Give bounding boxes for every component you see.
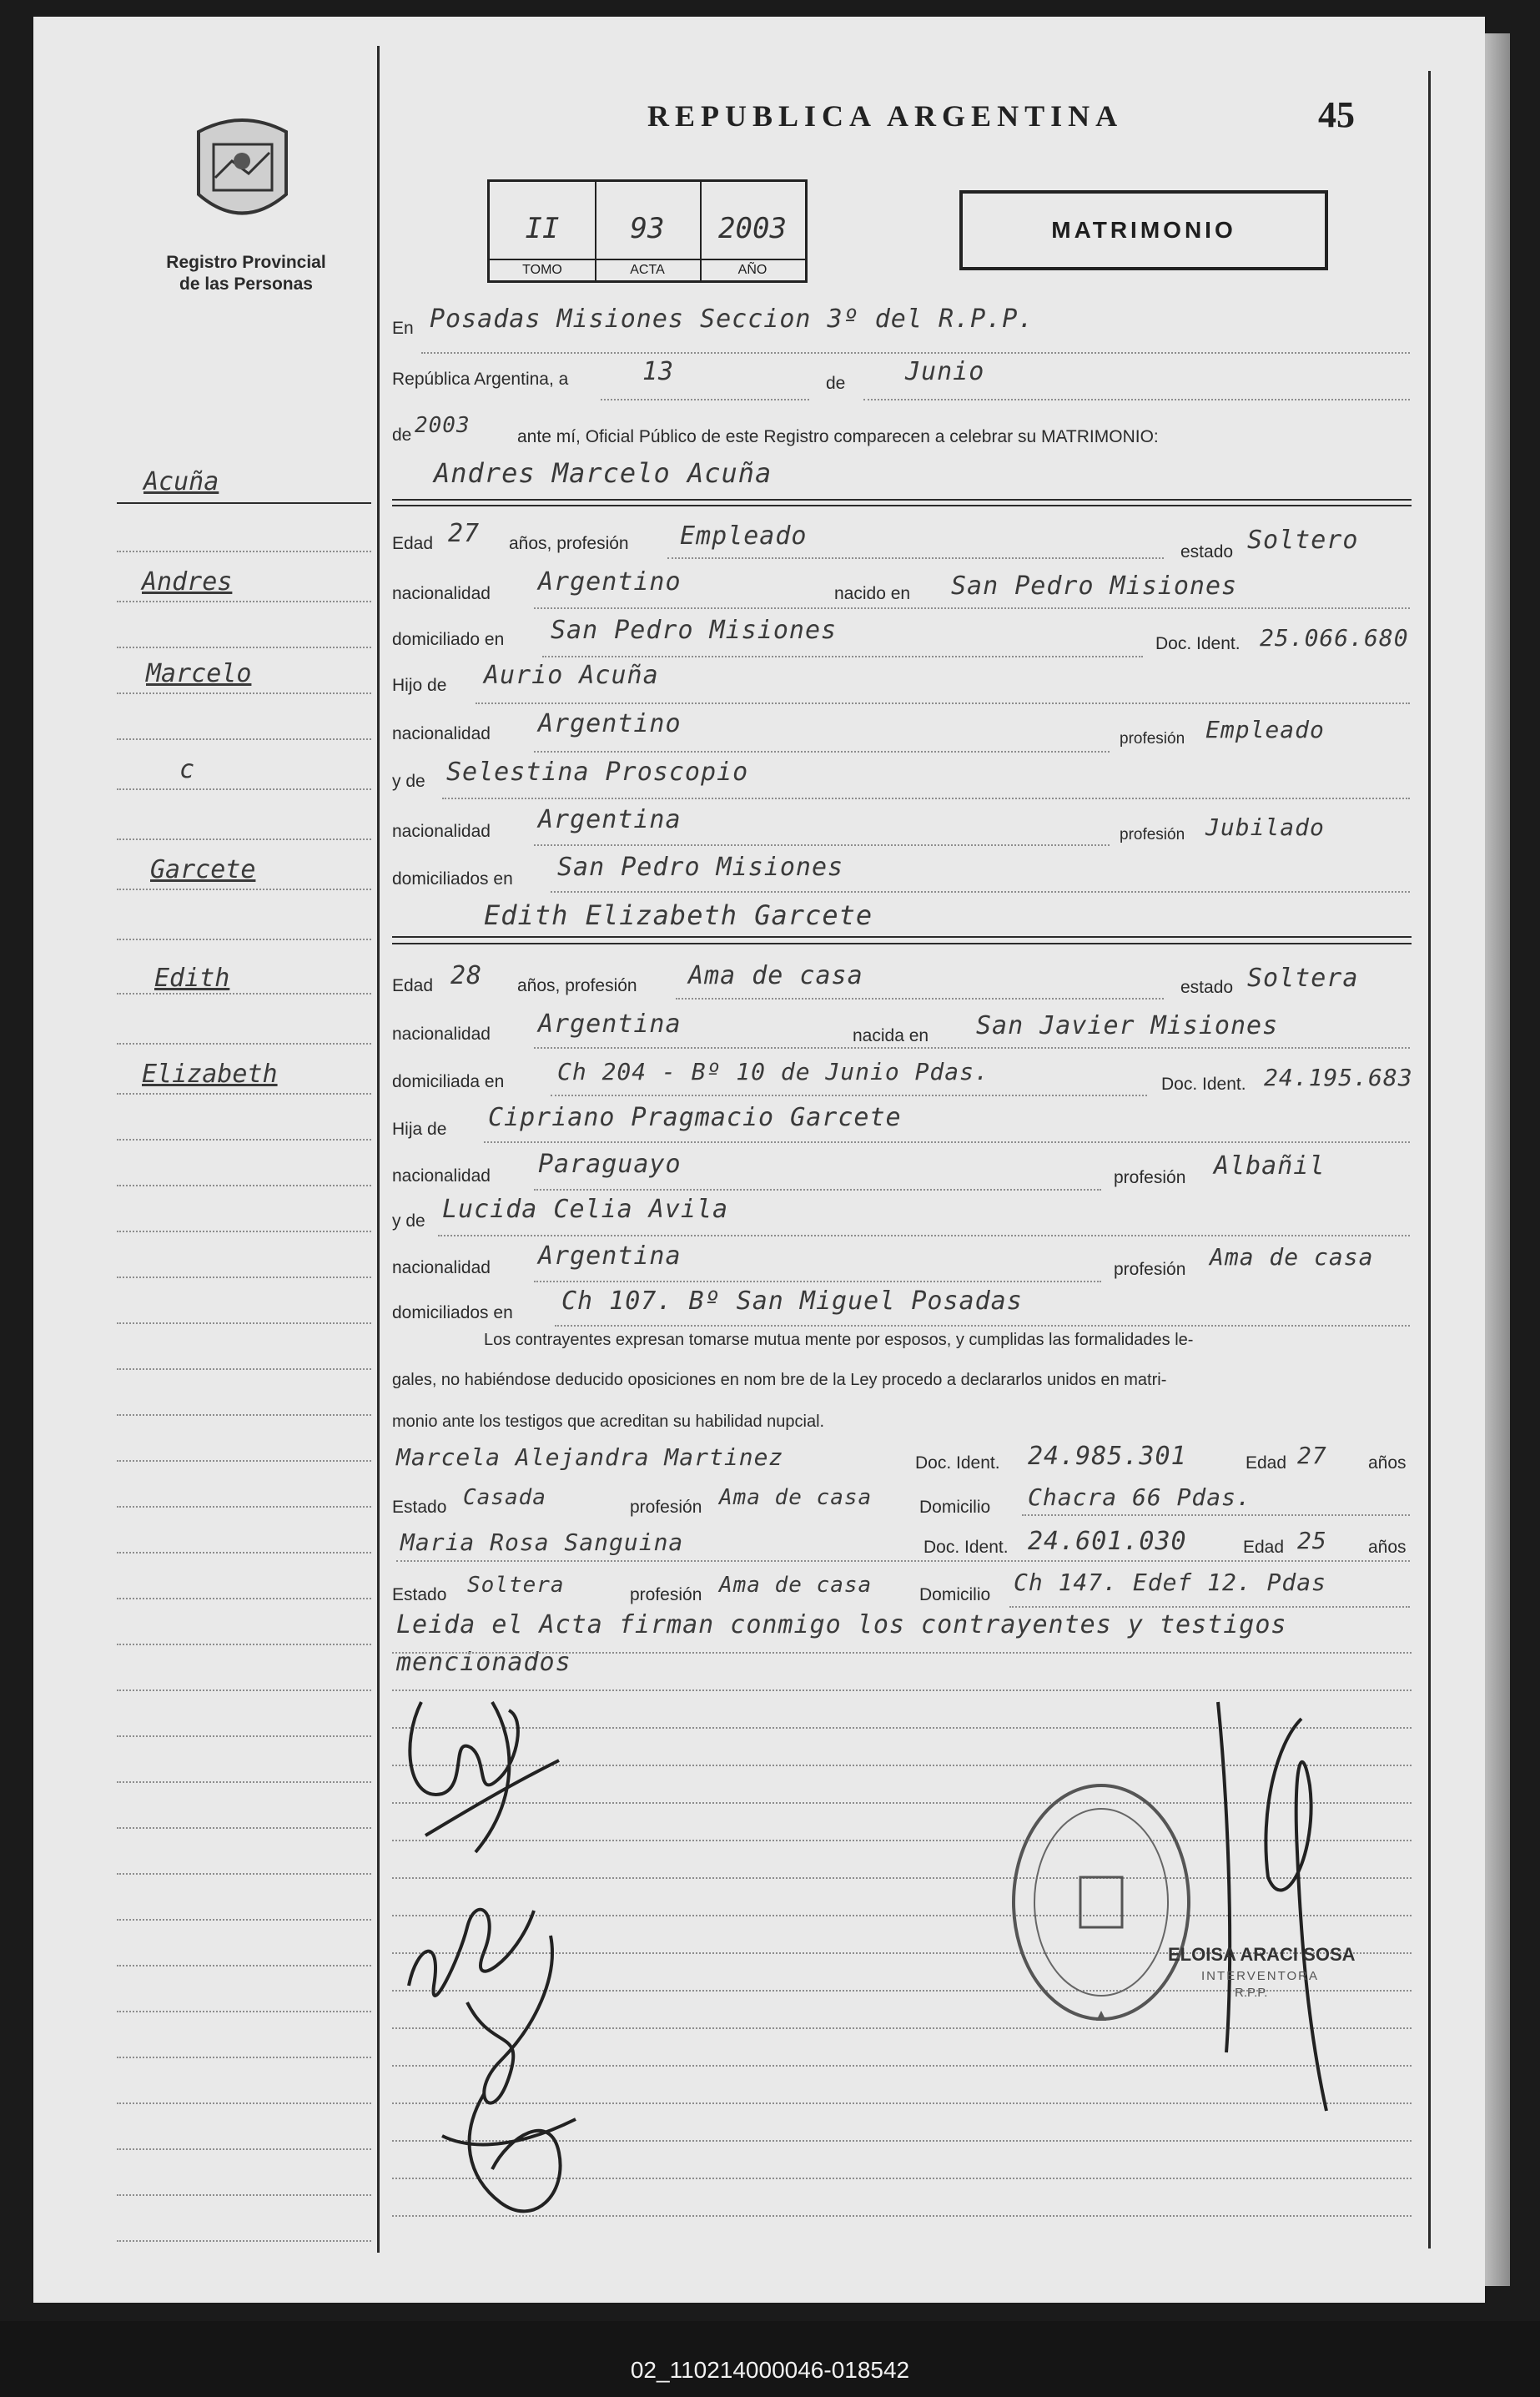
year-prefix: de [392, 426, 412, 445]
bride-estado-label: estado [1180, 978, 1234, 997]
margin-rule [117, 1368, 371, 1370]
witness1-profesion-label: profesión [630, 1498, 702, 1517]
groom-birthplace: San Pedro Misiones [951, 572, 1238, 601]
witness1-residence: Chacra 66 Pdas. [1028, 1483, 1251, 1511]
bride-mother-prof-label: profesión [1114, 1260, 1186, 1279]
margin-rule [117, 1873, 371, 1875]
bride-name: Edith Elizabeth Garcete [484, 899, 873, 931]
groom-father-label: Hijo de [392, 676, 447, 695]
bride-row-rule [676, 998, 1164, 1000]
groom-father-prof-label: profesión [1120, 730, 1185, 748]
groom-residence: San Pedro Misiones [551, 616, 838, 645]
witness2-doc-label: Doc. Ident. [923, 1538, 1009, 1557]
groom-row-rule [442, 798, 1410, 799]
margin-rule [117, 1827, 371, 1829]
year-value: 2003 [415, 413, 471, 438]
margin-rule [117, 838, 371, 840]
bride-nationality: Argentina [538, 1010, 682, 1039]
bride-father: Cipriano Pragmacio Garcete [488, 1103, 902, 1132]
closing-line2: mencionados [396, 1648, 571, 1677]
witness1-estado-label: Estado [392, 1498, 447, 1517]
bride-father-nat-label: nacionalidad [392, 1166, 491, 1186]
groom-father: Aurio Acuña [484, 661, 659, 690]
witness1-name: Marcela Alejandra Martinez [396, 1443, 784, 1471]
margin-rule [117, 502, 371, 504]
groom-nacionalidad-label: nacionalidad [392, 584, 491, 603]
bride-parents-dom: Ch 107. Bº San Miguel Posadas [561, 1287, 1023, 1316]
witness1-domicilio-label: Domicilio [919, 1498, 991, 1517]
groom-father-nat-label: nacionalidad [392, 724, 491, 743]
groom-mother-nat: Argentina [538, 805, 682, 834]
witness2-row-rule [1009, 1606, 1410, 1608]
witness1-anos-label: años [1368, 1453, 1407, 1473]
bride-row-rule [484, 1141, 1410, 1143]
bride-row-rule [534, 1047, 1410, 1049]
acta-table [487, 179, 808, 283]
groom-mother: Selestina Proscopio [446, 758, 749, 787]
intro-text: ante mí, Oficial Público de este Registro comparecen a celebrar su MATRIMONIO: [517, 427, 1159, 446]
margin-rule [117, 1185, 371, 1186]
bride-parents-dom-label: domiciliados en [392, 1303, 513, 1322]
right-border [1428, 71, 1431, 2248]
de-label: de [826, 374, 846, 393]
witness2-domicilio-label: Domicilio [919, 1585, 991, 1604]
groom-mother-prof: Jubilado [1205, 813, 1325, 841]
margin-rule [117, 692, 371, 694]
margin-middlename-groom: Marcelo [146, 659, 252, 688]
groom-edad-label: Edad [392, 534, 434, 553]
groom-mother-label: y de [392, 772, 425, 791]
bride-age: 28 [450, 961, 483, 990]
bride-row-rule [551, 1095, 1147, 1096]
groom-signature-icon [392, 1669, 592, 1886]
witness1-edad-label: Edad [1246, 1453, 1287, 1473]
margin-middlename-bride: Elizabeth [142, 1060, 278, 1089]
tomo-label: TOMO [490, 259, 595, 280]
bride-name-rule [392, 936, 1412, 938]
witness1-row-rule [1022, 1514, 1410, 1516]
bride-edad-label: Edad [392, 976, 434, 995]
bride-father-label: Hija de [392, 1120, 447, 1139]
groom-name-rule [392, 499, 1412, 501]
bride-status: Soltera [1247, 964, 1359, 993]
declaration-line2: gales, no habiéndose deducido oposiciones en nom bre de la Ley procedo a declararlos unidos en matri- [392, 1371, 1167, 1389]
place-rule [421, 352, 1410, 354]
margin-rule [117, 738, 371, 740]
registry-name-line1: Registro Provincial [166, 253, 326, 272]
bride-doc-label: Doc. Ident. [1161, 1075, 1246, 1094]
margin-rule [117, 1598, 371, 1599]
groom-doc: 25.066.680 [1260, 624, 1409, 652]
groom-mother-nat-label: nacionalidad [392, 822, 491, 841]
groom-row-rule [551, 891, 1410, 893]
month-value: Junio [905, 357, 985, 386]
ruled-line [392, 1652, 1412, 1654]
groom-father-prof: Empleado [1205, 716, 1325, 743]
groom-nacido-label: nacido en [834, 584, 911, 603]
closing-line1: Leida el Acta firman conmigo los contrayentes y testigos [396, 1610, 1287, 1639]
margin-firstname-bride: Edith [154, 964, 230, 993]
bride-nacionalidad-label: nacionalidad [392, 1025, 491, 1044]
margin-rule [117, 647, 371, 648]
margin-rule [117, 2057, 371, 2058]
groom-profesion-label: años, profesión [509, 534, 629, 553]
official-stamp-icon [1001, 1769, 1201, 2052]
margin-rule [117, 1506, 371, 1508]
margin-rule [117, 1644, 371, 1645]
witness1-doc-label: Doc. Ident. [915, 1453, 1000, 1473]
bride-profesion-label: años, profesión [517, 976, 637, 995]
witness1-age: 27 [1297, 1442, 1327, 1469]
declaration-line1: Los contrayentes expresan tomarse mutua mente por esposos, y cumplidas las formalidades le- [484, 1331, 1194, 1349]
margin-surname-bride: Garcete [150, 855, 256, 884]
bride-name-rule [392, 943, 1412, 944]
margin-rule [117, 1919, 371, 1921]
groom-row-rule [534, 751, 1110, 753]
groom-status: Soltero [1247, 526, 1359, 555]
witness1-doc: 24.985.301 [1028, 1442, 1187, 1471]
witness2-profession: Ama de casa [719, 1573, 873, 1598]
groom-name-rule [392, 505, 1412, 506]
bride-profession: Ama de casa [688, 961, 863, 990]
place-value: Posadas Misiones Seccion 3º del R.P.P. [430, 305, 1034, 334]
record-type-box: MATRIMONIO [959, 190, 1328, 270]
witness2-name: Maria Rosa Sanguina [400, 1528, 684, 1556]
day-rule [601, 399, 809, 400]
groom-doc-label: Doc. Ident. [1155, 634, 1241, 653]
bride-father-prof: Albañil [1214, 1151, 1326, 1181]
margin-rule [117, 551, 371, 552]
margin-rule [117, 1689, 371, 1691]
groom-father-nat: Argentino [538, 709, 682, 738]
witness2-profesion-label: profesión [630, 1585, 702, 1604]
margin-conjunction: c [179, 755, 195, 784]
witness2-age: 25 [1297, 1527, 1327, 1554]
bride-row-rule [438, 1235, 1410, 1236]
margin-rule [117, 1460, 371, 1462]
groom-age: 27 [448, 519, 481, 548]
groom-row-rule [542, 656, 1143, 657]
official-signature-icon [1193, 1685, 1343, 2128]
bride-mother-prof: Ama de casa [1210, 1243, 1374, 1271]
margin-rule [117, 2102, 371, 2104]
margin-rule [117, 1735, 371, 1737]
witness2-anos-label: años [1368, 1538, 1407, 1557]
country-heading: REPUBLICA ARGENTINA [647, 99, 1124, 133]
en-label: En [392, 319, 414, 338]
acta-cell [595, 182, 702, 280]
margin-rule [117, 2194, 371, 2196]
margin-rule [117, 939, 371, 940]
bride-row-rule [555, 1325, 1410, 1327]
margin-rule [117, 1139, 371, 1141]
margin-rule [117, 1414, 371, 1416]
groom-estado-label: estado [1180, 542, 1234, 561]
groom-row-rule [534, 607, 1410, 609]
bride-father-prof-label: profesión [1114, 1168, 1186, 1187]
acta-label: ACTA [595, 259, 700, 280]
bride-residence: Ch 204 - Bº 10 de Junio Pdas. [557, 1058, 989, 1085]
declaration-line3: monio ante los testigos que acreditan su habilidad nupcial. [392, 1413, 825, 1431]
acta-value: 93 [630, 212, 665, 245]
bride-domicilio-label: domiciliada en [392, 1072, 505, 1091]
month-rule [863, 399, 1410, 400]
bride-doc: 24.195.683 [1264, 1064, 1413, 1091]
margin-rule [117, 993, 371, 995]
groom-row-rule [667, 557, 1164, 559]
tomo-cell [490, 182, 596, 280]
groom-name: Andres Marcelo Acuña [434, 457, 773, 489]
groom-row-rule [476, 702, 1410, 704]
registry-seal-icon [190, 115, 294, 228]
groom-profession: Empleado [680, 521, 808, 551]
margin-rule [117, 1277, 371, 1278]
bride-father-nat: Paraguayo [538, 1150, 682, 1179]
registry-name-line2: de las Personas [179, 274, 313, 294]
groom-mother-prof-label: profesión [1120, 826, 1185, 843]
book-edge [1485, 33, 1510, 2286]
groom-parents-dom-label: domiciliados en [392, 869, 513, 889]
bride-and-witness-signatures-icon [392, 1861, 642, 2236]
groom-parents-dom: San Pedro Misiones [557, 853, 844, 882]
margin-firstname-groom: Andres [142, 567, 233, 597]
bride-mother-label: y de [392, 1211, 425, 1231]
witness2-doc: 24.601.030 [1028, 1527, 1187, 1556]
witness2-estado-label: Estado [392, 1585, 447, 1604]
margin-rule [117, 1781, 371, 1783]
witness2-status: Soltera [467, 1573, 565, 1598]
witness1-profession: Ama de casa [719, 1485, 873, 1510]
witness2-row-rule [396, 1560, 1410, 1562]
margin-rule [117, 1552, 371, 1554]
day-value: 13 [642, 357, 675, 386]
bride-row-rule [534, 1189, 1101, 1191]
margin-rule [117, 2240, 371, 2242]
groom-nationality: Argentino [538, 567, 682, 597]
margin-rule [117, 1231, 371, 1232]
groom-row-rule [534, 844, 1110, 846]
witness2-residence: Ch 147. Edef 12. Pdas [1014, 1569, 1327, 1596]
ano-value: 2003 [718, 212, 787, 245]
margin-rule [117, 2011, 371, 2012]
page-number: 45 [1318, 94, 1355, 135]
groom-domicilio-label: domiciliado en [392, 630, 505, 649]
margin-rule [117, 2148, 371, 2150]
bride-nacida-label: nacida en [853, 1026, 929, 1045]
republica-label: República Argentina, a [392, 370, 569, 389]
margin-surname-groom: Acuña [143, 467, 219, 496]
margin-rule [117, 788, 371, 790]
image-filename: 02_110214000046-018542 [630, 2357, 910, 2383]
witness2-edad-label: Edad [1243, 1538, 1285, 1557]
margin-rule [117, 889, 371, 890]
bride-row-rule [534, 1281, 1101, 1282]
official-title-line2: R.P.P. [1235, 1986, 1268, 2000]
ano-cell [700, 182, 805, 280]
bride-mother-nat: Argentina [538, 1241, 682, 1271]
tomo-value: II [525, 212, 560, 245]
witness1-status: Casada [463, 1485, 546, 1510]
bride-mother-nat-label: nacionalidad [392, 1258, 491, 1277]
ano-label: AÑO [700, 259, 805, 280]
margin-rule [117, 1043, 371, 1045]
margin-rule [117, 601, 371, 602]
official-name: ELOISA ARACI SOSA [1168, 1944, 1356, 1965]
bride-birthplace: San Javier Misiones [976, 1011, 1279, 1040]
official-title-line1: INTERVENTORA [1201, 1969, 1319, 1983]
margin-rule [117, 1965, 371, 1966]
margin-rule [117, 1322, 371, 1324]
margin-rule [117, 1093, 371, 1095]
bride-mother: Lucida Celia Avila [442, 1195, 729, 1224]
registry-name [138, 252, 355, 295]
margin-divider [377, 46, 380, 2253]
